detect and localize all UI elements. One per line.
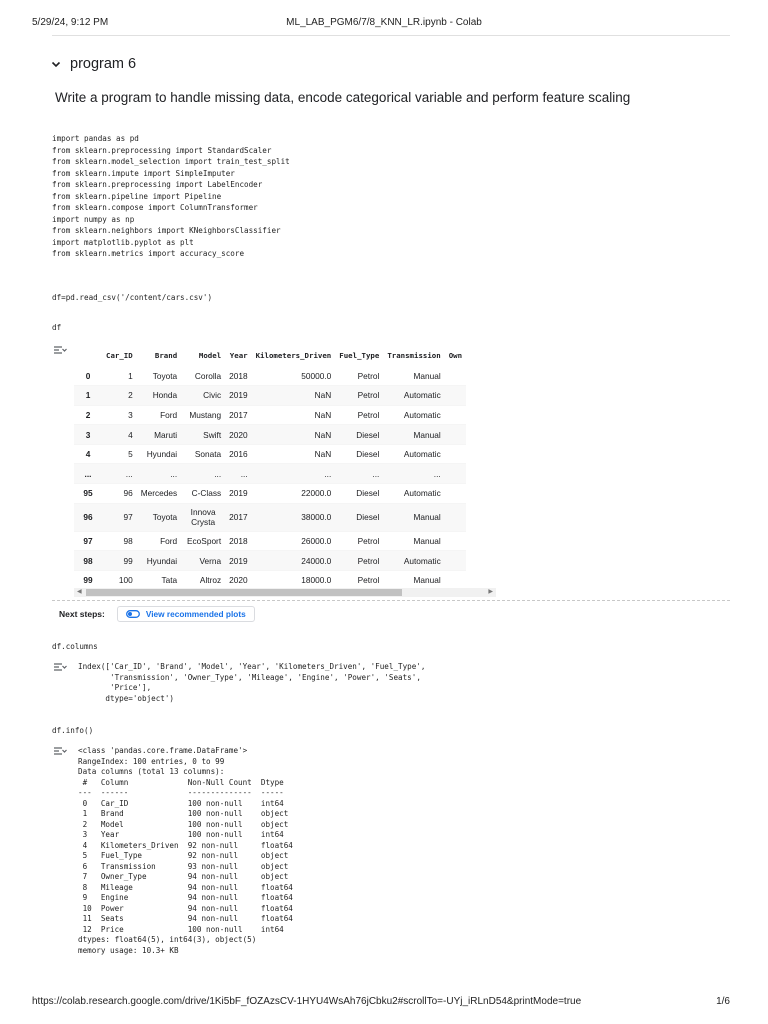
df-cell: Automatic (383, 405, 444, 425)
dataframe-table (74, 344, 466, 590)
df-cell: Manual (383, 425, 444, 445)
df-cell: 2018 (225, 531, 251, 551)
df-column-header: Year (229, 350, 248, 360)
df-cell: Petrol (335, 531, 383, 551)
df-cell: NaN (252, 444, 336, 464)
df-cell: Ford (137, 405, 181, 425)
df-row-index: 4 (74, 444, 102, 464)
code-cell-df[interactable]: df (52, 323, 62, 332)
df-column-header: Model (198, 350, 222, 360)
df-cell: Automatic (383, 386, 444, 406)
df-cell (445, 425, 466, 445)
df-cell: Petrol (335, 551, 383, 571)
df-column-header: Fuel_Type (339, 350, 380, 360)
df-column-header: Own (448, 350, 463, 360)
df-cell: Diesel (335, 425, 383, 445)
dataframe-output (74, 344, 496, 596)
df-cell: Honda (137, 386, 181, 406)
df-row (74, 366, 466, 386)
df-column-header: Kilometers_Driven (255, 350, 332, 360)
df-cell: ... (383, 464, 444, 484)
df-cell: Mercedes (137, 484, 181, 504)
scroll-right-icon[interactable]: ▶ (488, 589, 493, 595)
next-steps-bar (59, 606, 255, 622)
df-cell: Diesel (335, 484, 383, 504)
print-header (32, 17, 736, 31)
df-cell: 98 (102, 531, 137, 551)
df-cell: 2017 (225, 405, 251, 425)
df-cell (445, 570, 466, 590)
df-cell: Ford (137, 531, 181, 551)
print-url: https://colab.research.google.com/drive/1Ki5bF_fOZAzsCV-1HYU4WsAh76jCbku2#scrollTo=-UYj_iRLnD54&printMode=true (32, 996, 582, 1007)
top-divider (52, 35, 730, 36)
df-cell: 18000.0 (252, 570, 336, 590)
print-title: ML_LAB_PGM6/7/8_KNN_LR.ipynb - Colab (286, 17, 482, 28)
df-cell: Diesel (335, 444, 383, 464)
df-cell: 100 (102, 570, 137, 590)
df-cell: Automatic (383, 484, 444, 504)
output-divider (52, 600, 730, 601)
df-cell (445, 503, 466, 531)
df-cell: Swift (181, 425, 225, 445)
df-cell: 2 (102, 386, 137, 406)
df-cell: 2019 (225, 484, 251, 504)
df-cell: Tata (137, 570, 181, 590)
df-cell: ... (102, 464, 137, 484)
df-cell: 99 (102, 551, 137, 571)
df-row-index: 96 (74, 503, 102, 531)
df-cell: Verna (181, 551, 225, 571)
df-row (74, 386, 466, 406)
df-cell: Civic (181, 386, 225, 406)
plots-button-label: View recommended plots (145, 609, 246, 619)
df-cell: 3 (102, 405, 137, 425)
output-expand-icon[interactable] (53, 746, 67, 756)
section-toggle[interactable] (50, 55, 136, 73)
df-column-header (74, 344, 102, 366)
df-row-index: 3 (74, 425, 102, 445)
df-cell: 2018 (225, 366, 251, 386)
df-cell: EcoSport (181, 531, 225, 551)
df-cell: 2017 (225, 503, 251, 531)
df-cell: ... (225, 464, 251, 484)
df-cell (445, 366, 466, 386)
output-expand-icon[interactable] (53, 345, 67, 355)
df-row-index: 97 (74, 531, 102, 551)
df-row (74, 551, 466, 571)
df-cell (445, 405, 466, 425)
output-expand-icon[interactable] (53, 662, 67, 672)
df-cell: Petrol (335, 405, 383, 425)
df-cell: 97 (102, 503, 137, 531)
df-cell (445, 464, 466, 484)
scroll-left-icon[interactable]: ◀ (77, 589, 82, 595)
df-cell (445, 551, 466, 571)
df-cell: NaN (252, 405, 336, 425)
df-cell (445, 484, 466, 504)
df-cell: Hyundai (137, 551, 181, 571)
scrollbar-thumb[interactable] (86, 589, 402, 596)
df-cell: NaN (252, 386, 336, 406)
df-row-index: ... (74, 464, 102, 484)
df-cell (445, 444, 466, 464)
df-cell: 96 (102, 484, 137, 504)
markdown-heading: Write a program to handle missing data, encode categorical variable and perform feature scaling (55, 90, 631, 105)
df-cell: Altroz (181, 570, 225, 590)
df-cell: Diesel (335, 503, 383, 531)
df-cell: Hyundai (137, 444, 181, 464)
columns-output: Index(['Car_ID', 'Brand', 'Model', 'Year', 'Kilometers_Driven', 'Fuel_Type', 'Transmission', 'Owner_Type', 'Mileage', 'Engine', 'Power', 'Seats', 'Price'], dtype='object') (78, 662, 426, 703)
df-cell: 24000.0 (252, 551, 336, 571)
df-row (74, 405, 466, 425)
df-cell: 2020 (225, 425, 251, 445)
df-row-index: 98 (74, 551, 102, 571)
df-cell: Automatic (383, 551, 444, 571)
df-cell: 4 (102, 425, 137, 445)
df-cell: 2016 (225, 444, 251, 464)
df-row (74, 425, 466, 445)
page-number: 1/6 (716, 996, 730, 1007)
print-date: 5/29/24, 9:12 PM (32, 17, 109, 28)
df-cell: Sonata (181, 444, 225, 464)
view-recommended-plots-button[interactable] (117, 606, 255, 622)
df-row (74, 444, 466, 464)
df-cell: Toyota (137, 366, 181, 386)
df-cell: 1 (102, 366, 137, 386)
df-row (74, 484, 466, 504)
df-cell: ... (252, 464, 336, 484)
df-cell: Manual (383, 366, 444, 386)
code-cell-imports[interactable]: import pandas as pd from sklearn.preprocessing import StandardScaler from sklearn.model_selection import train_test_split from sklearn.impute import SimpleImputer from sklearn.preprocessing import LabelEncoder from sklearn.pipeline import Pipeline from sklearn.compose import ColumnTransformer import numpy as np from sklearn.neighbors import KNeighborsClassifier import matplotlib.pyplot as plt from sklearn.metrics import accuracy_score (52, 134, 290, 258)
df-cell: 22000.0 (252, 484, 336, 504)
df-cell: 2019 (225, 386, 251, 406)
df-row-index: 2 (74, 405, 102, 425)
df-row (74, 464, 466, 484)
df-cell: 5 (102, 444, 137, 464)
df-row-index: 0 (74, 366, 102, 386)
df-cell: Petrol (335, 366, 383, 386)
next-steps-label: Next steps: (59, 609, 105, 619)
df-cell: Automatic (383, 444, 444, 464)
df-cell: Toyota (137, 503, 181, 531)
df-cell: Corolla (181, 366, 225, 386)
print-footer (32, 996, 730, 1007)
df-cell: Manual (383, 503, 444, 531)
df-cell: 26000.0 (252, 531, 336, 551)
df-row-index: 95 (74, 484, 102, 504)
df-cell: Manual (383, 531, 444, 551)
df-cell (445, 531, 466, 551)
df-row (74, 570, 466, 590)
df-cell: NaN (252, 425, 336, 445)
horizontal-scrollbar[interactable] (74, 588, 496, 597)
df-cell: Maruti (137, 425, 181, 445)
chevron-down-icon (50, 58, 62, 70)
df-cell: C-Class (181, 484, 225, 504)
df-cell: 2020 (225, 570, 251, 590)
code-cell-info[interactable]: df.info() (52, 726, 94, 735)
df-row-index: 1 (74, 386, 102, 406)
df-cell: Petrol (335, 386, 383, 406)
df-cell: ... (181, 464, 225, 484)
df-row-index: 99 (74, 570, 102, 590)
df-cell: 2019 (225, 551, 251, 571)
df-column-header: Transmission (387, 350, 441, 360)
toggle-icon (126, 610, 140, 618)
df-cell: ... (335, 464, 383, 484)
df-cell: 38000.0 (252, 503, 336, 531)
df-cell: 50000.0 (252, 366, 336, 386)
df-row (74, 503, 466, 531)
df-cell (445, 386, 466, 406)
df-cell: ... (137, 464, 181, 484)
df-column-header: Brand (154, 350, 178, 360)
df-row (74, 531, 466, 551)
code-cell-columns[interactable]: df.columns (52, 642, 98, 651)
df-cell: Petrol (335, 570, 383, 590)
code-cell-read-csv[interactable]: df=pd.read_csv('/content/cars.csv') (52, 293, 213, 302)
info-output: <class 'pandas.core.frame.DataFrame'> RangeIndex: 100 entries, 0 to 99 Data columns (total 13 columns): # Column Non-Null Count Dtype --- ------ -------------- ----- 0 Car_ID 100 non-null int64 1 Brand 100 non-null object 2 Model 100 non-null object 3 Year 100 non-null int64 4 Kilometers_Driven 92 non-null float64 5 Fuel_Type 92 non-null object 6 Transmission 93 non-null object 7 Owner_Type 94 non-null object 8 Mileage 94 non-null float64 9 Engine 94 non-null float64 10 Power 94 non-null float64 11 Seats 94 non-null float64 12 Price 100 non-null int64 dtypes: float64(5), int64(3), object(5) memory usage: 10.3+ KB (78, 746, 293, 955)
df-column-header: Car_ID (106, 350, 133, 360)
section-title: program 6 (70, 56, 137, 72)
df-cell: Manual (383, 570, 444, 590)
df-cell: Innova Crysta (181, 503, 225, 531)
df-cell: Mustang (181, 405, 225, 425)
